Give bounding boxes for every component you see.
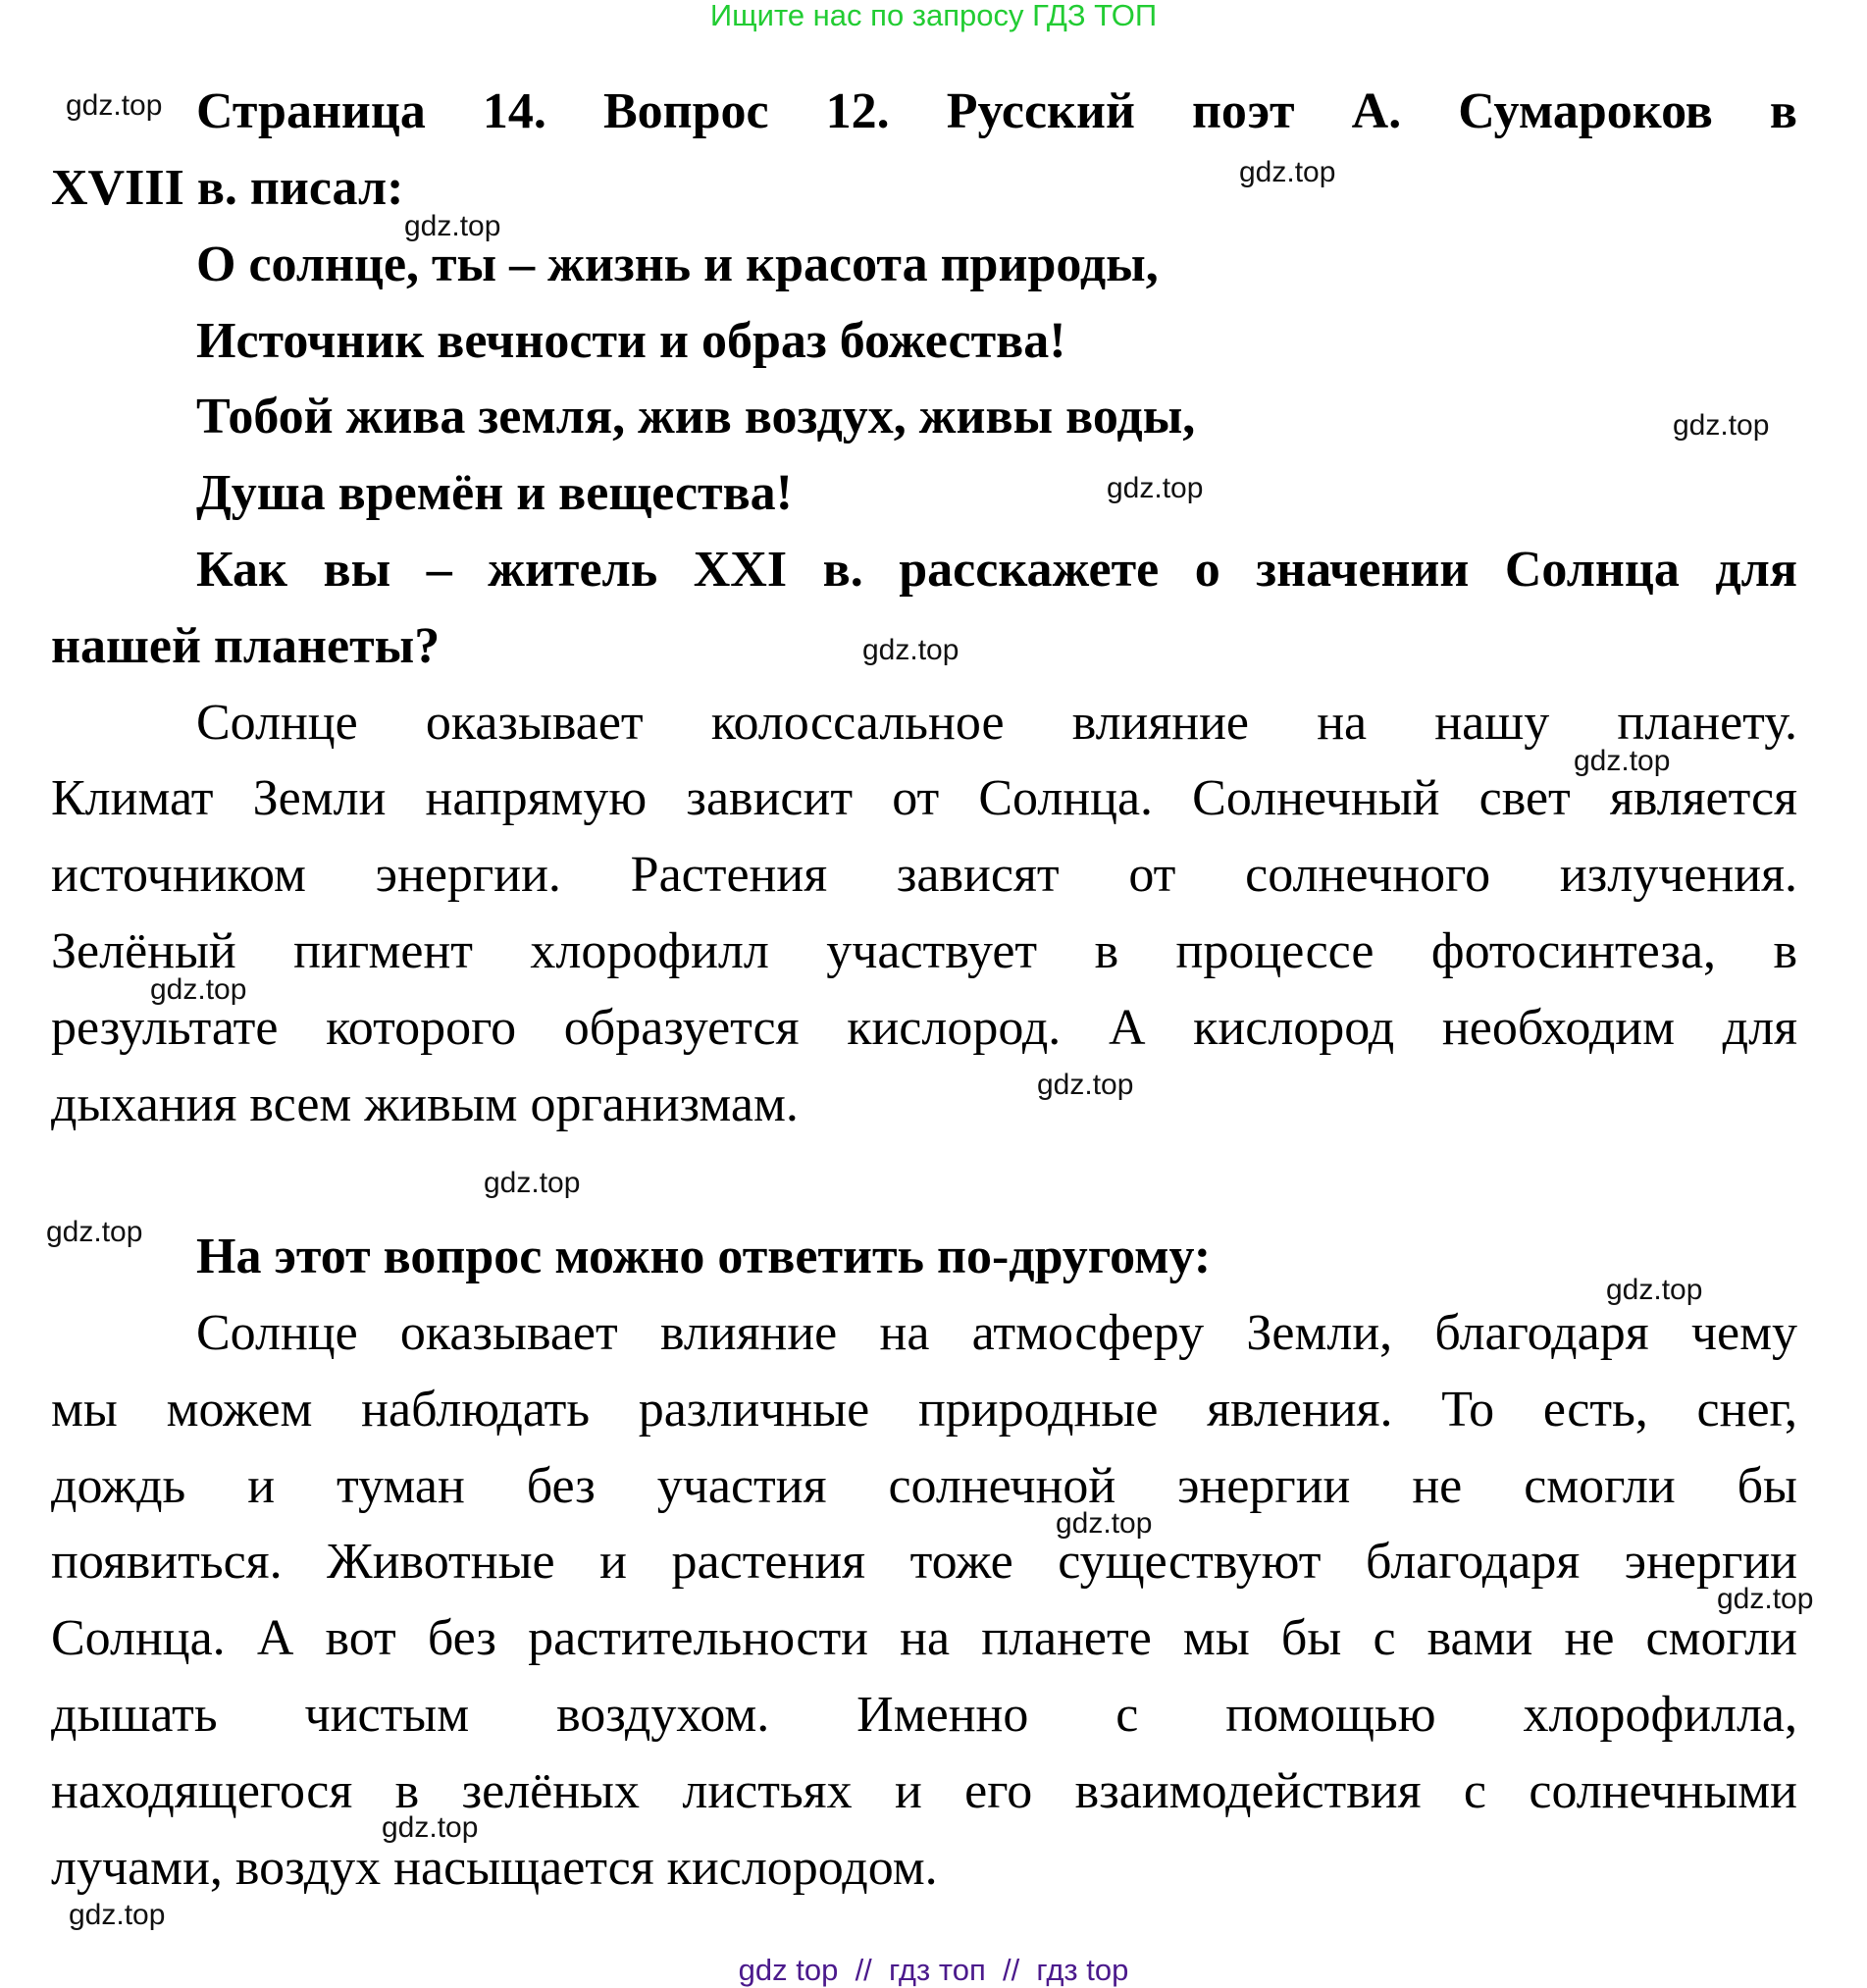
answer-line: дыхания всем живым организмам. bbox=[51, 1076, 799, 1132]
answer-line: находящегося в зелёных листьях и его взаимодействия с солнечными bbox=[51, 1763, 1797, 1819]
search-banner: Ищите нас по запросу ГДЗ ТОП bbox=[709, 0, 1158, 32]
watermark: gdz.top bbox=[46, 1216, 143, 1248]
answer-line: лучами, воздух насыщается кислородом. bbox=[51, 1840, 938, 1896]
watermark: gdz.top bbox=[382, 1811, 479, 1844]
answer-line: мы можем наблюдать различные природные явления. То есть, снег, bbox=[51, 1382, 1797, 1438]
answer-line: Зелёный пигмент хлорофилл участвует в процессе фотосинтеза, в bbox=[51, 923, 1797, 979]
watermark: gdz.top bbox=[404, 210, 501, 242]
answer-line: появиться. Животные и растения тоже существуют благодаря энергии bbox=[51, 1534, 1797, 1590]
watermark: gdz.top bbox=[1239, 156, 1336, 188]
footer-banner: gdz top // гдз топ // гдз top bbox=[738, 1953, 1129, 1987]
watermark: gdz.top bbox=[1107, 472, 1204, 504]
poem-line: Душа времён и вещества! bbox=[196, 465, 793, 521]
question-line: нашей планеты? bbox=[51, 618, 441, 674]
question-line: XVIII в. писал: bbox=[51, 160, 404, 216]
watermark: gdz.top bbox=[1673, 409, 1770, 442]
answer-line: дождь и туман без участия солнечной энергии не смогли бы bbox=[51, 1458, 1797, 1514]
watermark: gdz.top bbox=[66, 89, 163, 122]
answer-line: дышать чистым воздухом. Именно с помощью хлорофилла, bbox=[51, 1687, 1797, 1743]
answer-line: источником энергии. Растения зависят от солнечного излучения. bbox=[51, 847, 1797, 903]
poem-line: О солнце, ты – жизнь и красота природы, bbox=[196, 236, 1159, 292]
watermark: gdz.top bbox=[484, 1167, 581, 1199]
answer-line: результате которого образуется кислород. А кислород необходим для bbox=[51, 1000, 1797, 1056]
answer-line: Солнце оказывает влияние на атмосферу Земли, благодаря чему bbox=[196, 1305, 1797, 1361]
watermark: gdz.top bbox=[1717, 1583, 1814, 1615]
answer-line: Климат Земли напрямую зависит от Солнца. Солнечный свет является bbox=[51, 770, 1797, 826]
poem-line: Тобой жива земля, жив воздух, живы воды, bbox=[196, 389, 1196, 445]
question-line: Как вы – житель XXI в. расскажете о значении Солнца для bbox=[196, 542, 1797, 598]
poem-line: Источник вечности и образ божества! bbox=[196, 313, 1066, 369]
question-title: Страница 14. Вопрос 12. Русский поэт А. Сумароков в bbox=[196, 83, 1797, 139]
watermark: gdz.top bbox=[1037, 1069, 1134, 1101]
watermark: gdz.top bbox=[1574, 745, 1671, 777]
alt-heading: На этот вопрос можно ответить по-другому: bbox=[196, 1229, 1212, 1284]
watermark: gdz.top bbox=[862, 634, 959, 666]
answer-line: Солнца. А вот без растительности на планете мы бы с вами не смогли bbox=[51, 1610, 1797, 1666]
watermark: gdz.top bbox=[1606, 1274, 1703, 1306]
watermark: gdz.top bbox=[150, 973, 247, 1006]
watermark: gdz.top bbox=[69, 1899, 166, 1931]
watermark: gdz.top bbox=[1056, 1507, 1153, 1540]
answer-line: Солнце оказывает колоссальное влияние на нашу планету. bbox=[196, 695, 1797, 751]
